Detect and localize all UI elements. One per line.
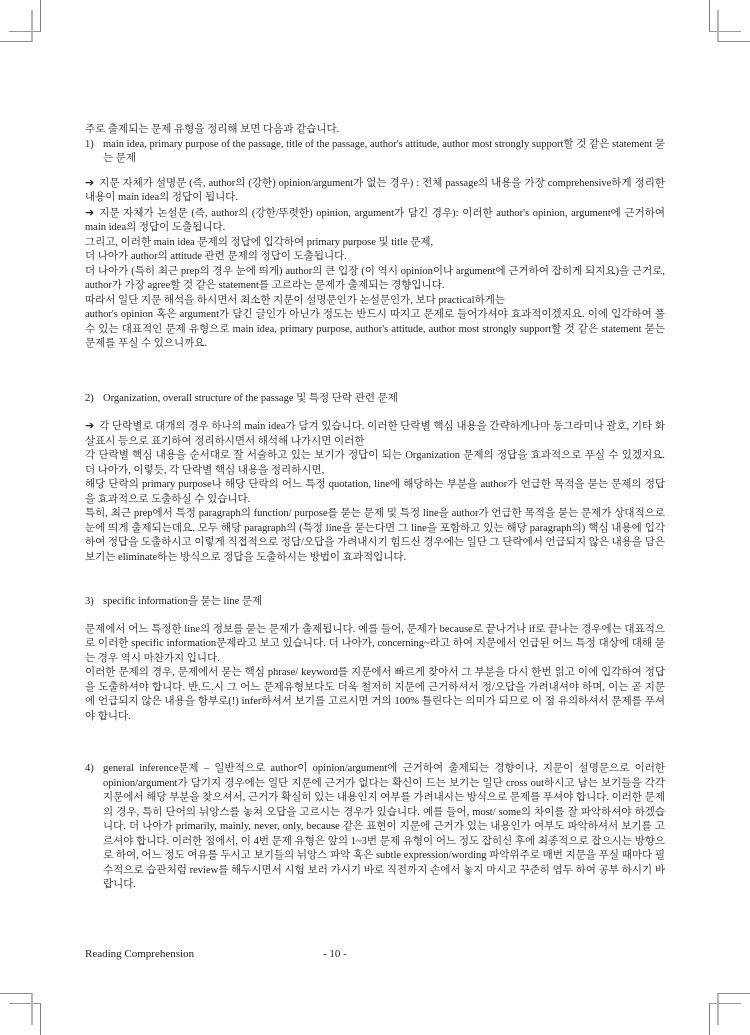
intro-line: 주로 출제되는 문제 유형을 정리해 보면 다음과 같습니다.: [85, 124, 340, 135]
paragraph: 따라서 일단 지문 해석을 하시면서 최소한 지문이 설명문인가 논설문인가, 보다 practical하게는: [85, 294, 506, 306]
section-4-number: 4): [85, 763, 94, 774]
section-2-heading: [85, 392, 665, 407]
corner-mark-top-left-outer: [0, 10, 33, 42]
paragraph: 각 단락별 핵심 내용을 순서대로 잘 서술하고 있는 보기가 정답이 되는 Organization 문제의 정답을 효과적으로 푸실 수 있겠지요. 더 나아가, 이렇듯, 각 단락별 핵심 내용을 정리하시면,: [85, 450, 665, 476]
section-3-title: specific information을 묻는 line 문제: [103, 596, 263, 607]
paragraph: author's opinion 혹은 argument가 담긴 글인가 아닌가 정도는 반드시 따지고 문제로 들어가셔야 효과적이겠지요. 이에 입각하여 풀 수 있는 대표적인 문제 유형으로 main idea, primary purpose, author's attitude, author most strongly support할 것 같은 statement 묻는 문제를 푸실 수 있으니까요.: [85, 309, 665, 349]
section-1-title: main idea, primary purpose of the passage, title of the passage, author's attitude, author most strongly support할 것 같은 statement 묻는 문제: [103, 138, 665, 164]
point-text: 지문 자체가 설명문 (즉, author의 (강한) opinion/argument가 없는 경우) : 전체 passage의 내용을 가장 comprehensive하게 정리한 내용이 main idea의 정답이 됩니다.: [85, 177, 665, 203]
section-2-number: 2): [85, 392, 94, 404]
section-3-number: 3): [85, 596, 94, 607]
paragraph: 더 나아가 author의 attitude 관련 문제의 정답이 도출됩니다.: [85, 251, 347, 262]
section-1-points: [85, 176, 665, 352]
page-body: [85, 123, 665, 893]
corner-mark-bottom-right-outer: [717, 993, 750, 1025]
paragraph: 이러한 문제의 경우, 문제에서 묻는 핵심 phrase/ keyword를 지문에서 빠르게 찾아서 그 부분을 다시 한번 읽고 이에 입각하여 정답을 도출하셔야 합니다. 반.드.시 그 어느 문제유형보다도 더욱 철저히 지문에 근거하셔서 정/오답을 가려내셔야 하며, 이는 곧 지문에 언급되지 않은 내용을 함부로(!) infer하셔서 보기를 고르시면 거의 100% 틀린다는 의미가 되므로 이 점 유의하셔서 문제를 푸셔야 합니다.: [85, 667, 665, 722]
paragraph: 더 나아가 (특히 최근 prep의 경우 눈에 띄게) author의 큰 입장 (이 역시 opinion이나 argument에 근거하여 잡히게 되지요)을 근거로, author가 가장 agree할 것 같은 statement를 고르라는 문제가 출제되는 경향입니다.: [85, 265, 665, 291]
section-3: [85, 595, 665, 724]
bullet-point: [85, 419, 665, 449]
section-1: [85, 138, 665, 352]
section-4-text: general inference문제 – 일반적으로 author이 opinion/argument에 근거하여 출제되는 경향이나, 지문이 설명문으로 이러한 opinion/argument가 담기지 경우에는 일단 지문에 근거가 없다는 확신이 드는 보기는 일단 cross out하시고 남는 보기들을 각각 지문에서 해당 부분을 찾으셔서, 근거가 확실히 있는 내용인지 여부를 가려내시는 방식으로 문제를 푸셔야 합니다. 이러한 문제의 경우, 특히 단어의 뉘앙스를 놓쳐 오답을 고르시는 경우가 있습니다. 예를 들어, most/ some의 차이를 잘 파악하셔야 하겠습니다. 더 나아가 primarily, mainly, never, only, because 같은 표현이 지문에 근거가 있는 내용인가 여부도 파악하셔서 보기를 고르셔야 합니다. 이러한 점에서, 이 4번 문제 유형은 앞의 1~3번 문제 유형이 어느 정도 잡히신 후에 최종적으로 잡으시는 방향으로 하여, 어느 정도 여유를 두시고 보기들의 뉘앙스 파악 혹은 subtle expression/wording 파악위주로 매번 지문을 푸실 때마다 필수적으로 습관처럼 review를 해두시면서 시험 보러 가시기 바로 직전까지 손에서 놓지 마시고 꾸준히 염두 하여 공부 하시기 바랍니다.: [103, 763, 665, 890]
footer-doc-title: Reading Comprehension: [85, 948, 195, 960]
paragraph: 그리고, 이러한 main idea 문제의 정답에 입각하여 primary purpose 및 title 문제,: [85, 236, 434, 248]
section-3-body: [85, 623, 665, 725]
section-1-heading: [85, 138, 665, 167]
arrow-bullet-icon: ➔: [85, 205, 95, 219]
section-2-body: [85, 419, 665, 565]
page-footer: [85, 947, 665, 961]
paragraph: 문제에서 어느 특정한 line의 정보를 묻는 문제가 출제됩니다. 예를 들어, 문제가 because로 끝나거나 if로 끝나는 경우에는 대표적으로 이러한 specific information문제라고 보고 있습니다. 더 나아가, concerning~라고 하여 지문에서 언급된 어느 특정 대상에 대해 묻는 경우 역시 마찬가지 입니다.: [85, 623, 665, 664]
corner-mark-top-right-outer: [717, 10, 750, 42]
section-4-paragraph: [85, 762, 665, 893]
section-1-number: 1): [85, 138, 94, 150]
bullet-point: [85, 176, 665, 206]
bullet-point: [85, 206, 665, 236]
section-3-heading: [85, 595, 665, 610]
point-text: 각 단락별로 대개의 경우 하나의 main idea가 담겨 있습니다. 이러한 단락별 핵심 내용을 간략하게나마 동그라미나 괄호, 기타 화살표시 등으로 표기하여 정리하시면서 해석해 나가시면 이러한: [85, 421, 665, 447]
point-text: 지문 자체가 논설문 (즉, author의 (강한/뚜렷한) opinion, argument가 담긴 경우): 이러한 author's opinion, argument에 근거하여 main idea의 정답이 도출됩니다.: [85, 207, 665, 233]
paragraph: 특히, 최근 prep에서 특정 paragraph의 function/ purpose를 묻는 문제 및 특정 line을 author가 언급한 목적을 묻는 문제가 상대적으로 눈에 띄게 출제되는데요. 모두 해당 paragraph의 (특정 line을 묻는다면 그 line을 포함하고 있는 해당 paragraph의) 핵심 내용에 입각하여 정답을 도출하시고 이렇게 직접적으로 정답/오답을 가려내시기 힘드신 경우에는 일단 그 단락에서 언급되지 않은 내용을 담은 보기는 eliminate하는 방식으로 정답을 도출하시는 방법이 효과적입니다.: [85, 508, 665, 563]
arrow-bullet-icon: ➔: [85, 419, 95, 432]
footer-page-number: - 10 -: [323, 948, 347, 960]
corner-mark-bottom-left-outer: [0, 993, 33, 1025]
arrow-bullet-icon: ➔: [85, 175, 95, 189]
section-2: [85, 392, 665, 566]
paragraph: 해당 단락의 primary purpose나 해당 단락의 어느 특정 quotation, line에 해당하는 부분을 author가 언급한 목적을 묻는 문제의 정답을 효과적으로 도출하실 수 있습니다.: [85, 479, 665, 505]
section-4: [85, 762, 665, 893]
section-2-title: Organization, overall structure of the passage 및 특정 단락 관련 문제: [103, 392, 398, 404]
